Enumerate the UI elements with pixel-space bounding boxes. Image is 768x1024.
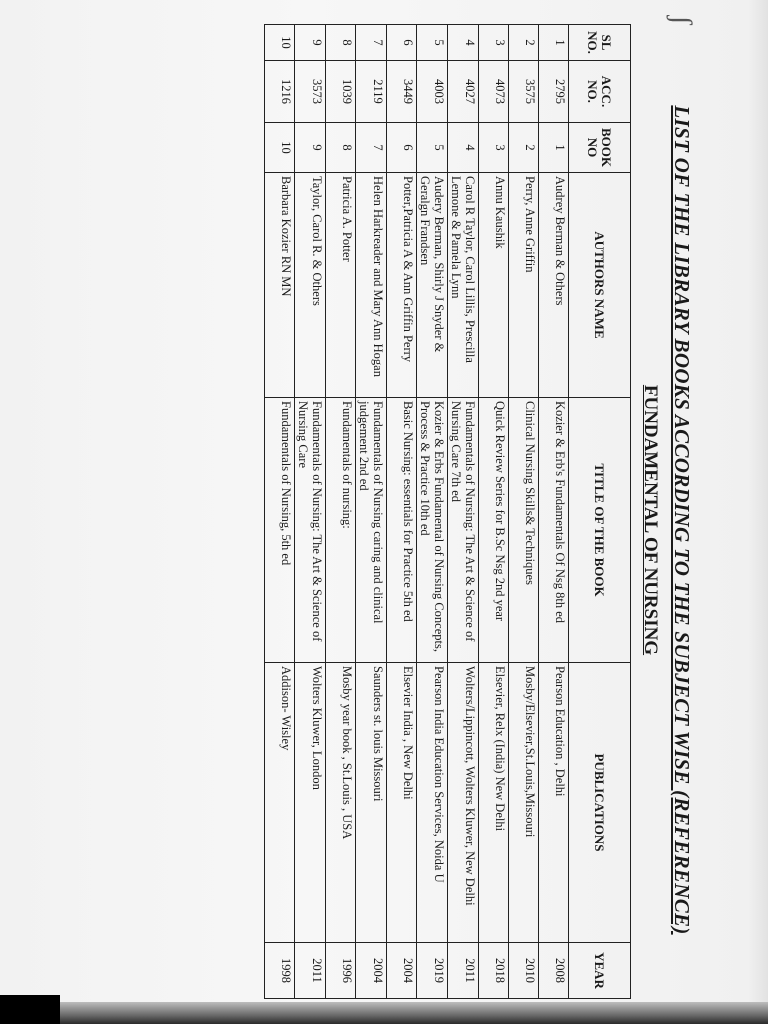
cell-author: Helen Harkreader and Mary Ann Hogan	[356, 173, 387, 398]
pen-mark: ʃ	[665, 15, 697, 25]
books-table	[264, 24, 631, 999]
document-content	[240, 20, 700, 1020]
cell-publication: Wolters Kluwer, London	[295, 663, 326, 943]
cell-title: Kozier & Erbs Fundamental of Nursing Concepts, Process & Practice 10th ed	[417, 398, 448, 663]
cell-sl: 7	[356, 25, 387, 61]
cell-publication: Elsevier India , New Delhi	[387, 663, 417, 943]
cell-acc: 2119	[356, 61, 387, 123]
cell-acc: 4027	[448, 61, 479, 123]
cell-publication: Mosby/Elsevier,St.Louis,Missouri	[509, 663, 539, 943]
cell-year: 2010	[509, 943, 539, 999]
cell-title: Basic Nursing: essentials for Practice 5th ed	[387, 398, 417, 663]
col-header-sl: SL NO.	[569, 25, 631, 61]
cell-book: 6	[387, 123, 417, 173]
col-header-title: TITLE OF THE BOOK	[569, 398, 631, 663]
cell-author: Potter,Patricia A & Ann Griffin Perry	[387, 173, 417, 398]
table-row	[417, 25, 448, 999]
cell-sl: 2	[509, 25, 539, 61]
cell-author: Carol R Taylor, Carol Lillis, Prescilla Lemone & Pamela Lynn	[448, 173, 479, 398]
cell-book: 8	[326, 123, 356, 173]
cell-year: 2019	[417, 943, 448, 999]
cell-book: 10	[265, 123, 295, 173]
cell-title: Fundamentals of nursing:	[326, 398, 356, 663]
cell-year: 2011	[295, 943, 326, 999]
col-header-year: YEAR	[569, 943, 631, 999]
table-row	[265, 25, 295, 999]
cell-publication: Pearson India Education Services, Noida U	[417, 663, 448, 943]
cell-publication: Mosby year book , St.Louis , USA	[326, 663, 356, 943]
table-header-row	[569, 25, 631, 999]
cell-acc: 1039	[326, 61, 356, 123]
cell-sl: 4	[448, 25, 479, 61]
cell-title: Fundamentals of Nursing caring and clinical judgement 2nd ed	[356, 398, 387, 663]
cell-sl: 10	[265, 25, 295, 61]
cell-sl: 1	[539, 25, 569, 61]
cell-acc: 4003	[417, 61, 448, 123]
cell-year: 1996	[326, 943, 356, 999]
cell-title: Quick Review Series for B.Sc Nsg 2nd year	[479, 398, 509, 663]
cell-book: 7	[356, 123, 387, 173]
cell-author: Audrey Berman & Others	[539, 173, 569, 398]
cell-author: Audery Berman, Shirly J Snyder & Geralgn Frandsen	[417, 173, 448, 398]
cell-publication: Pearson Education , Delhi	[539, 663, 569, 943]
col-header-publications: PUBLICATIONS	[569, 663, 631, 943]
cell-year: 2011	[448, 943, 479, 999]
cell-title: Fundamentals of Nursing, 5th ed	[265, 398, 295, 663]
cell-book: 5	[417, 123, 448, 173]
cell-author: Perry, Anne Griffin	[509, 173, 539, 398]
table-row	[356, 25, 387, 999]
table-row	[326, 25, 356, 999]
cell-acc: 3575	[509, 61, 539, 123]
cell-acc: 4073	[479, 61, 509, 123]
cell-year: 2018	[479, 943, 509, 999]
cell-publication: Wolters/Lippincott, Wolters Kluwer, New Delhi	[448, 663, 479, 943]
cell-sl: 5	[417, 25, 448, 61]
cell-publication: Addison- Wisley	[265, 663, 295, 943]
cell-book: 2	[509, 123, 539, 173]
cell-publication: Saunders st. louis Missouri	[356, 663, 387, 943]
cell-book: 9	[295, 123, 326, 173]
cell-book: 1	[539, 123, 569, 173]
cell-author: Annu Kaushik	[479, 173, 509, 398]
cell-year: 2008	[539, 943, 569, 999]
cell-acc: 1216	[265, 61, 295, 123]
cell-author: Taylor, Carol R. & Others	[295, 173, 326, 398]
document-subtitle: FUNDAMENTAL OF NURSING	[640, 384, 661, 656]
cell-author: Patricia A. Potter	[326, 173, 356, 398]
table-row	[295, 25, 326, 999]
cell-acc: 3449	[387, 61, 417, 123]
table-row	[509, 25, 539, 999]
cell-acc: 2795	[539, 61, 569, 123]
cell-sl: 6	[387, 25, 417, 61]
cell-book: 4	[448, 123, 479, 173]
col-header-acc: ACC. NO.	[569, 61, 631, 123]
table-row	[448, 25, 479, 999]
cell-sl: 3	[479, 25, 509, 61]
page-shadow	[748, 0, 768, 1024]
scan-corner	[0, 995, 60, 1024]
table-row	[479, 25, 509, 999]
col-header-author: AUTHORS NAME	[569, 173, 631, 398]
document-title: LIST OF THE LIBRARY BOOKS ACCORDING TO THE SUBJECT WISE (REFERENCE)	[670, 105, 694, 935]
cell-author: Barbara Kozier RN MN	[265, 173, 295, 398]
scan-bottom-edge	[0, 1002, 768, 1024]
cell-publication: Elsevier, Relx (India) New Delhi	[479, 663, 509, 943]
table-row	[539, 25, 569, 999]
cell-year: 2004	[387, 943, 417, 999]
cell-year: 2004	[356, 943, 387, 999]
cell-acc: 3573	[295, 61, 326, 123]
cell-title: Kozier & Erb's Fundamentals Of Nsg 8th ed	[539, 398, 569, 663]
cell-book: 3	[479, 123, 509, 173]
col-header-book: BOOK NO	[569, 123, 631, 173]
cell-title: Fundamentals of Nursing: The Art & Science of Nursing Care 7th ed	[448, 398, 479, 663]
table-row	[387, 25, 417, 999]
cell-sl: 9	[295, 25, 326, 61]
cell-title: Clinical Nursing Skills& Techniques	[509, 398, 539, 663]
cell-year: 1998	[265, 943, 295, 999]
cell-sl: 8	[326, 25, 356, 61]
cell-title: Fundamentals of Nursing: The Art & Science of Nursing Care	[295, 398, 326, 663]
